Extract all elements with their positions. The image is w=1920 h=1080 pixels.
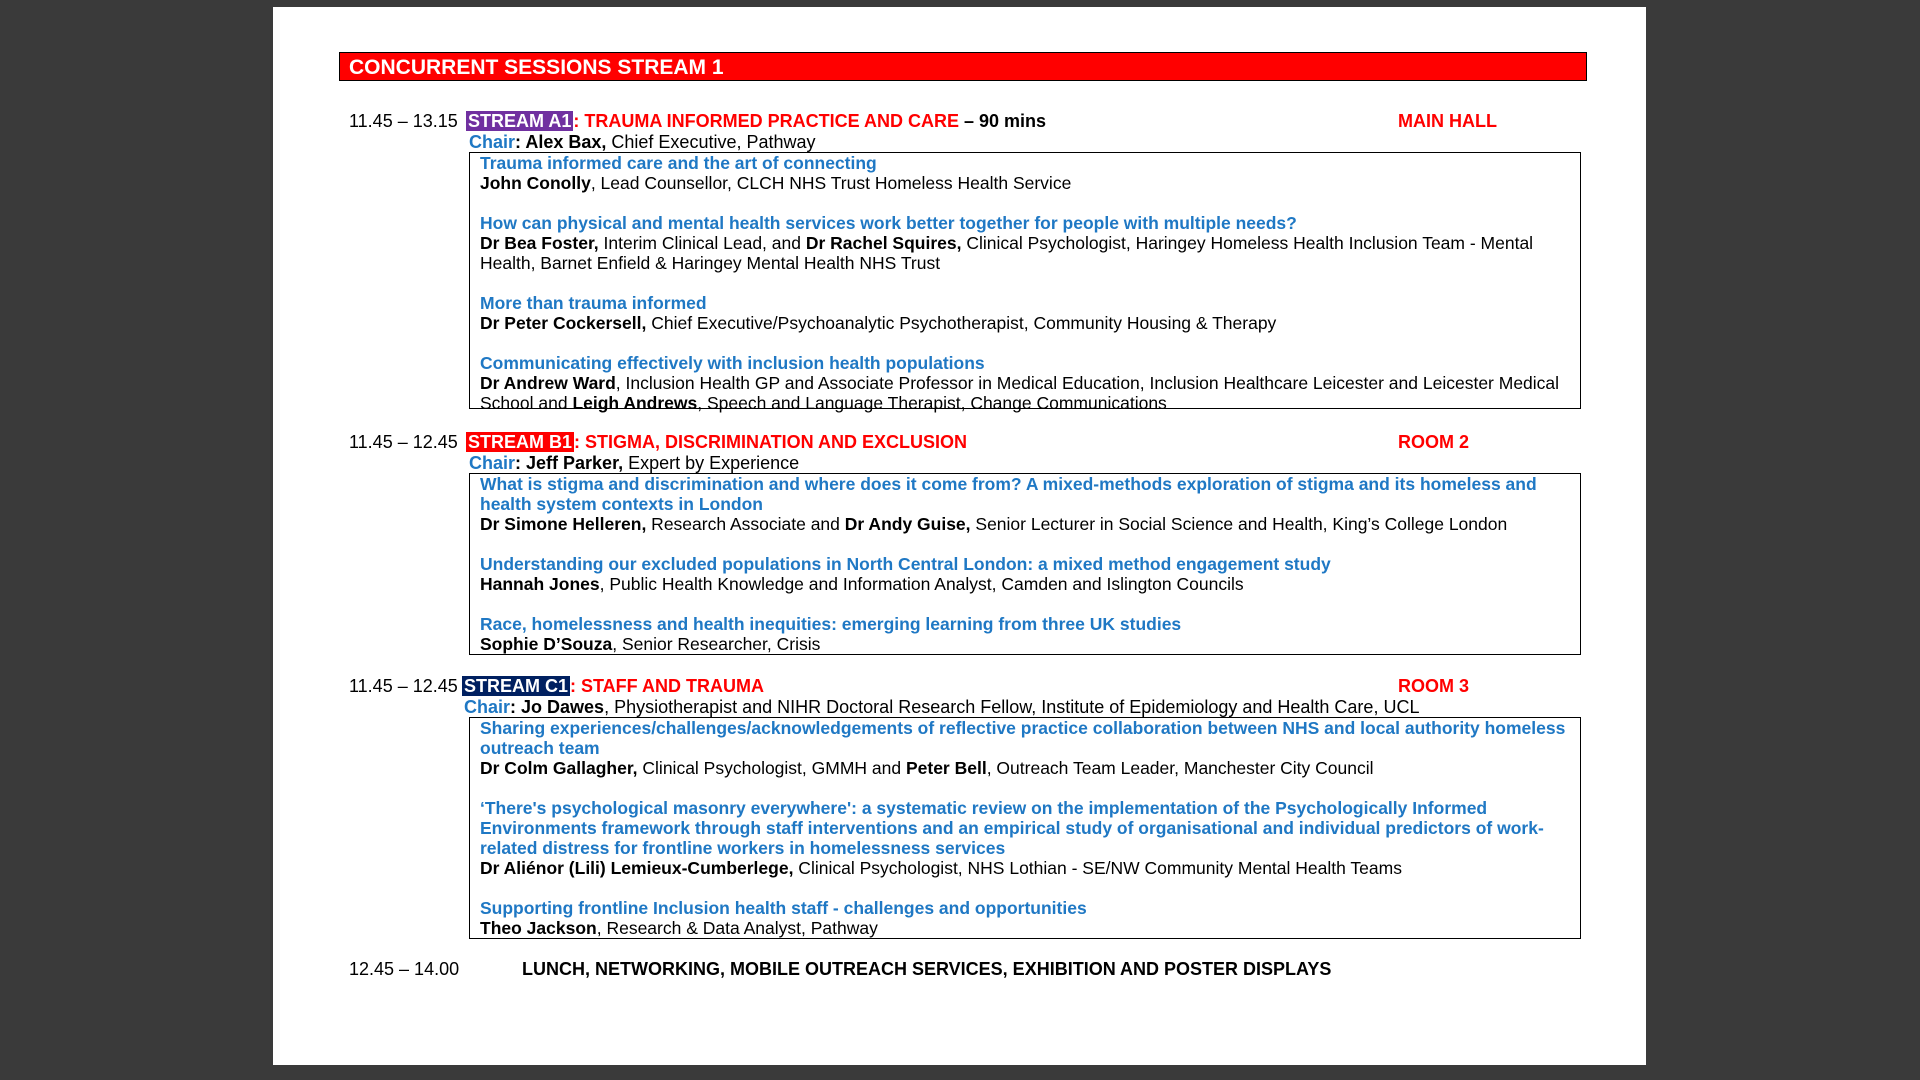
talk-item: What is stigma and discrimination and where does it come from? A mixed-methods exploration of stigma and its homeless and health system contexts in London Dr Simone Helleren, Research Associate and Dr Andy Guise, Senior Lecturer in Social Science and Health, King’s College London xyxy=(480,474,1537,534)
session-title-line: STREAM A1 : TRAUMA INFORMED PRACTICE AND CARE – 90 mins xyxy=(468,111,1047,131)
session-room: ROOM 3 xyxy=(1398,676,1470,696)
document-page xyxy=(273,7,1646,1065)
session-title-line: STREAM C1 : STAFF AND TRAUMA xyxy=(464,676,764,696)
session-title-line: STREAM B1 : STIGMA, DISCRIMINATION AND EXCLUSION xyxy=(468,432,968,452)
session-stream-b1 xyxy=(349,432,1583,657)
session-room: ROOM 2 xyxy=(1398,432,1470,452)
lunch-time: 12.45 – 14.00 xyxy=(349,959,460,979)
talk-item: ‘There's psychological masonry everywhere': a systematic review on the implementation of the Psychologically Informed Environments framework through staff interventions and an empirical study of organisational and individual predictors of work-related distress for frontline workers in homelessness services Dr Aliénor (Lili) Lemieux-Cumberlege, Clinical Psychologist, NHS Lothian - SE/NW Community Mental Health Teams xyxy=(480,798,1544,878)
talk-item: Communicating effectively with inclusion health populations Dr Andrew Ward, Inclusion Health GP and Associate Professor in Medical Education, Inclusion Healthcare Leicester and Leicester Medical School and Leigh Andrews, Speech and Language Therapist, Change Communications xyxy=(480,353,1560,413)
session-title: STAFF AND TRAUMA xyxy=(581,676,764,696)
talks-box xyxy=(469,152,1581,413)
session-time: 11.45 – 12.45 xyxy=(349,676,458,696)
session-title: TRAUMA INFORMED PRACTICE AND CARE xyxy=(584,111,959,131)
talks-box xyxy=(469,717,1581,939)
session-room: MAIN HALL xyxy=(1398,111,1497,131)
section-banner: CONCURRENT SESSIONS STREAM 1 xyxy=(339,52,1587,81)
talk-item: Race, homelessness and health inequities: emerging learning from three UK studies Sophie D’Souza, Senior Researcher, Crisis xyxy=(480,614,1182,654)
session-chair: Chair: Jeff Parker, Expert by Experience xyxy=(469,453,800,473)
stream-tag: STREAM B1 xyxy=(468,432,573,452)
talk-item: Supporting frontline Inclusion health staff - challenges and opportunities Theo Jackson, Research & Data Analyst, Pathway xyxy=(480,898,1087,938)
talk-item: More than trauma informed Dr Peter Cockersell, Chief Executive/Psychoanalytic Psychotherapist, Community Housing & Therapy xyxy=(480,293,1277,333)
lunch-label: LUNCH, NETWORKING, MOBILE OUTREACH SERVICES, EXHIBITION AND POSTER DISPLAYS xyxy=(522,959,1332,979)
session-time: 11.45 – 13.15 xyxy=(349,111,458,131)
session-chair: Chair: Jo Dawes, Physiotherapist and NIHR Doctoral Research Fellow, Institute of Epidemiology and Health Care, UCL xyxy=(464,697,1420,717)
session-stream-c1 xyxy=(349,676,1583,941)
stream-tag: STREAM C1 xyxy=(464,676,569,696)
talk-item: Trauma informed care and the art of connecting John Conolly, Lead Counsellor, CLCH NHS Trust Homeless Health Service xyxy=(480,153,1072,193)
session-stream-a1 xyxy=(349,111,1583,411)
session-title: STIGMA, DISCRIMINATION AND EXCLUSION xyxy=(585,432,968,452)
talks-box xyxy=(469,473,1581,655)
talk-item: Understanding our excluded populations in North Central London: a mixed method engagement study Hannah Jones, Public Health Knowledge and Information Analyst, Camden and Islington Councils xyxy=(480,554,1331,594)
talk-item: Sharing experiences/challenges/acknowledgements of reflective practice collaboration between NHS and local authority homeless outreach team Dr Colm Gallagher, Clinical Psychologist, GMMH and Peter Bell, Outreach Team Leader, Manchester City Council xyxy=(480,718,1566,778)
session-time: 11.45 – 12.45 xyxy=(349,432,458,452)
session-chair: Chair: Alex Bax, Chief Executive, Pathway xyxy=(469,132,816,152)
stream-tag: STREAM A1 xyxy=(468,111,572,131)
session-duration: – 90 mins xyxy=(964,111,1047,131)
talk-item: How can physical and mental health services work better together for people with multiple needs? Dr Bea Foster, Interim Clinical Lead, and Dr Rachel Squires, Clinical Psychologist, Haringey Homeless Health Inclusion Team - Mental Health, Barnet Enfield & Haringey Mental Health NHS Trust xyxy=(480,213,1534,273)
